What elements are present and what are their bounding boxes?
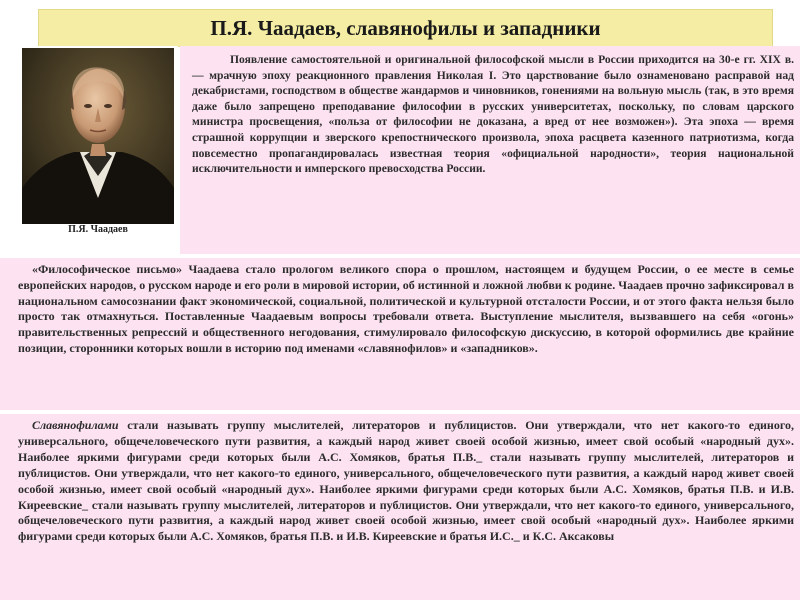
intro-paragraph: Появление самостоятельной и оригинальной философской мысли в России приходится на 30-е гг. XIX в. — мрачную эпоху реакционного правления Николая I. Это царствование было ознаменовано расправой над декабристами, господством в обществе жандармов и чиновников, гонениями на вольную мысль (так, в это время даже было запрещено преподавание философии в русских университетах, поскольку, по словам царского министра просвещения, «польза от философии не доказана, а вред от нее возможен»). Эта эпоха — время страшной коррупции и зверского крепостнического произвола, эпоха расцвета казенного патриотизма, когда повсеместно пропагандировалась известная теория «официальной народности», теория национальной исключительности и имперского превосходства России. — [192, 53, 794, 176]
chaadaev-portrait-image — [22, 48, 174, 224]
portrait-caption: П.Я. Чаадаев — [68, 224, 128, 235]
title-bar — [38, 9, 773, 47]
slavophiles-panel — [0, 414, 800, 600]
slavophiles-paragraph — [18, 418, 794, 545]
letter-panel — [0, 258, 800, 410]
slavophiles-term: Славянофилами — [32, 418, 119, 432]
slavophiles-body: стали называть группу мыслителей, литераторов и публицистов. Они утверждали, что нет какого-то единого, универсального, общечеловеческого пути развития, а каждый народ живет своей особой жизнью, имеет свой особый «народный дух». Наиболее яркими фигурами среди которых были А.С. Хомяков, братья П.В._ стали называть группу мыслителей, литераторов и публицистов. Они утверждали, что нет какого-то единого, универсального, общечеловеческого пути развития, а каждый народ живет своей особой жизнью, имеет свой особый «народный дух». Наиболее яркими фигурами среди которых были А.С. Хомяков, братья П.В. и И.В. Киреевские_ стали называть группу мыслителей, литераторов и публицистов. Они утверждали, что нет какого-то единого, универсального, общечеловеческого пути развития, а каждый народ живет своей особой жизнью, имеет свой особый «народный дух». Наиболее яркими фигурами среди которых были А.С. Хомяков, братья П.В. и И.В. Киреевские и братья И.С._ и К.С. Аксаковы — [18, 418, 794, 544]
intro-panel — [180, 46, 800, 254]
portrait-box — [18, 46, 178, 254]
letter-paragraph: «Философическое письмо» Чаадаева стало прологом великого спора о прошлом, настоящем и будущем России, о ее месте в семье европейских народов, о русском народе и его роли в мировой истории, об истинной и ложной любви к родине. Чаадаев прочно зафиксировал в национальном самосознании факт экономической, социальной, политической и культурной отсталости России, и от этого факта нельзя было просто так отмахнуться. Поставленные Чаадаевым вопросы требовали ответа. Выступление мыслителя, вызвавшего на себя «огонь» правительственных репрессий и общественного негодования, стимулировало философскую дискуссию, в которой оформились две крайние позиции, сторонники которых вошли в историю под именами «славянофилов» и «западников». — [18, 262, 794, 355]
page-title: П.Я. Чаадаев, славянофилы и западники — [210, 15, 601, 40]
